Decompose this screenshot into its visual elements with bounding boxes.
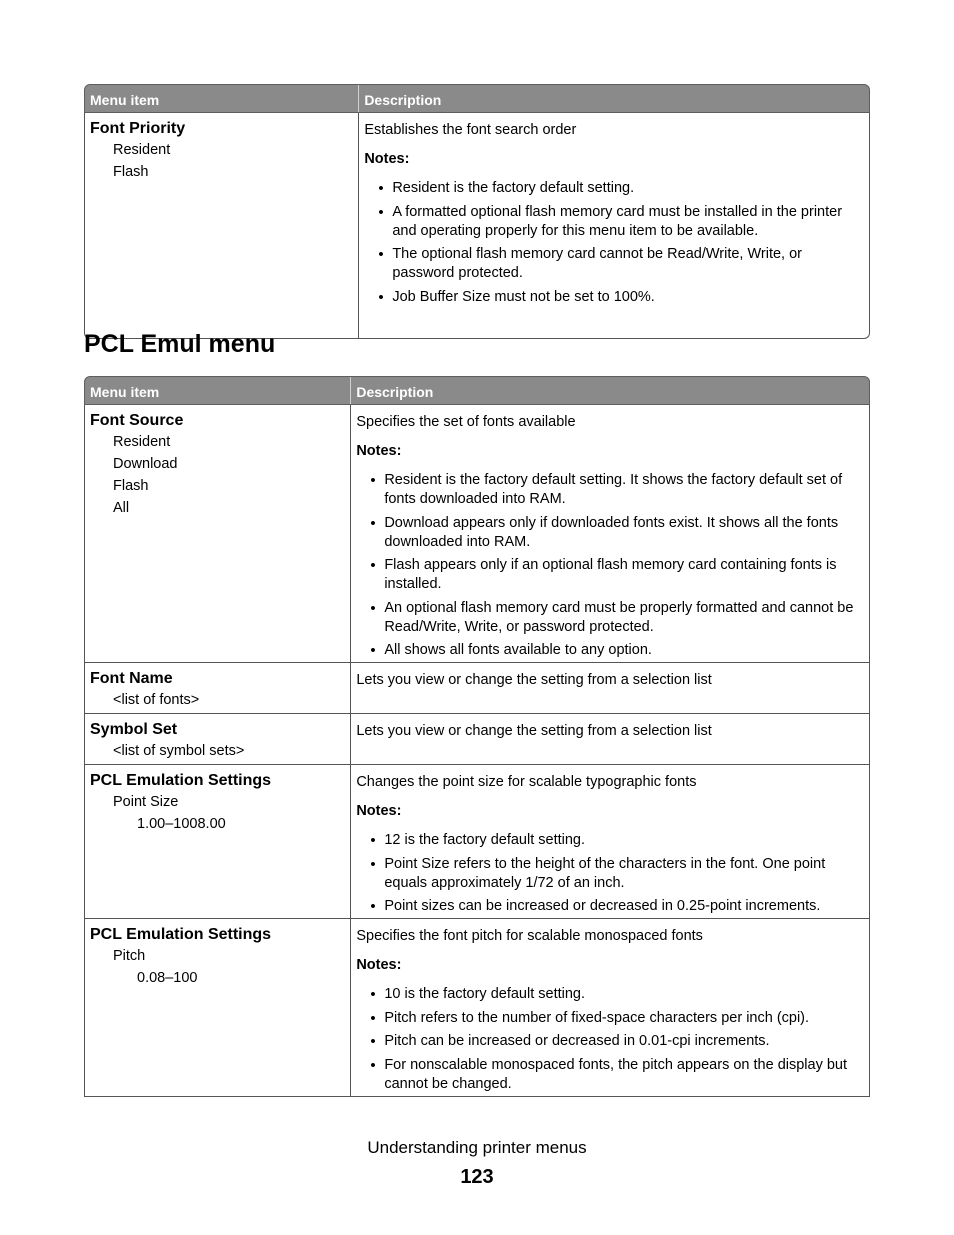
note-item: • Resident is the factory default setting. [364,179,865,198]
page-number: 123 [460,1166,494,1188]
table-header [84,84,870,113]
notes-label: Notes: [356,803,402,819]
pcl-emul-table [84,376,870,1097]
note-item: • The optional flash memory card cannot be Read/Write, Write, or password protected. [364,245,865,283]
menu-item-cell [85,405,350,662]
description-text: Specifies the set of fonts available [356,414,576,430]
notes-list [356,831,865,916]
menu-option: Resident [113,142,171,158]
description-cell [350,405,869,662]
note-item: • For nonscalable monospaced fonts, the pitch appears on the display but cannot be changed. [356,1056,865,1094]
description-text: Lets you view or change the setting from a selection list [356,723,712,739]
menu-value-range: 1.00–1008.00 [137,816,226,832]
note-item: • Pitch refers to the number of fixed-space characters per inch (cpi). [356,1009,865,1028]
menu-option: Point Size [113,794,179,810]
note-item: • Flash appears only if an optional flash memory card containing fonts is installed. [356,556,865,594]
description-cell [350,663,869,713]
note-item: • Job Buffer Size must not be set to 100%. [364,288,865,307]
note-item: • 10 is the factory default setting. [356,985,865,1004]
notes-list [364,179,865,307]
header-menu-item: Menu item [90,384,160,400]
notes-label: Notes: [356,957,402,973]
table-row [84,113,870,339]
description-text: Changes the point size for scalable typographic fonts [356,774,697,790]
header-description: Description [350,377,869,404]
notes-list [356,471,865,660]
menu-item-name: Font Source [90,412,184,429]
description-cell [350,714,869,764]
menu-item-name: PCL Emulation Settings [90,772,272,789]
table-row [84,714,870,765]
menu-item-cell [85,919,350,1096]
notes-list [356,985,865,1094]
menu-item-name: PCL Emulation Settings [90,926,272,943]
note-item: • Download appears only if downloaded fonts exist. It shows all the fonts downloaded into RAM. [356,514,865,552]
note-item: • All shows all fonts available to any option. [356,641,865,660]
menu-item-cell [85,113,358,338]
note-item: • 12 is the factory default setting. [356,831,865,850]
menu-item-cell [85,765,350,918]
menu-value-range: 0.08–100 [137,970,198,986]
header-menu-item: Menu item [90,92,160,108]
menu-option: <list of fonts> [113,692,200,708]
description-text: Establishes the font search order [364,122,577,138]
note-item: • Point Size refers to the height of the characters in the font. One point equals approximately 1/72 of an inch. [356,855,865,893]
header-description: Description [358,85,869,112]
notes-label: Notes: [356,443,402,459]
table-row [84,919,870,1097]
table-row [84,663,870,714]
menu-item-name: Symbol Set [90,721,178,738]
description-cell [350,765,869,918]
note-item: • Resident is the factory default setting. It shows the factory default set of fonts downloaded into RAM. [356,471,865,509]
note-item: • Pitch can be increased or decreased in 0.01-cpi increments. [356,1032,865,1051]
description-cell [350,919,869,1096]
table-header [84,376,870,405]
description-text: Specifies the font pitch for scalable monospaced fonts [356,928,703,944]
note-item: • A formatted optional flash memory card must be installed in the printer and operating properly for this menu item to be available. [364,203,865,241]
description-cell [358,113,869,338]
menu-item-name: Font Name [90,670,173,687]
menu-option: All [113,500,130,516]
menu-option: Flash [113,164,149,180]
note-item: • An optional flash memory card must be properly formatted and cannot be Read/Write, Write, or password protected. [356,599,865,637]
menu-item-name: Font Priority [90,120,186,137]
description-text: Lets you view or change the setting from a selection list [356,672,712,688]
menu-item-cell [85,714,350,764]
table-row [84,765,870,919]
menu-option: Flash [113,478,149,494]
font-priority-table [84,84,870,339]
menu-option: Resident [113,434,171,450]
menu-item-cell [85,663,350,713]
footer-label: Understanding printer menus [367,1138,587,1157]
menu-option: <list of symbol sets> [113,743,245,759]
menu-option: Pitch [113,948,146,964]
menu-option: Download [113,456,178,472]
section-title: PCL Emul menu [84,330,276,358]
note-item: • Point sizes can be increased or decreased in 0.25-point increments. [356,897,865,916]
table-row [84,405,870,663]
notes-label: Notes: [364,151,410,167]
